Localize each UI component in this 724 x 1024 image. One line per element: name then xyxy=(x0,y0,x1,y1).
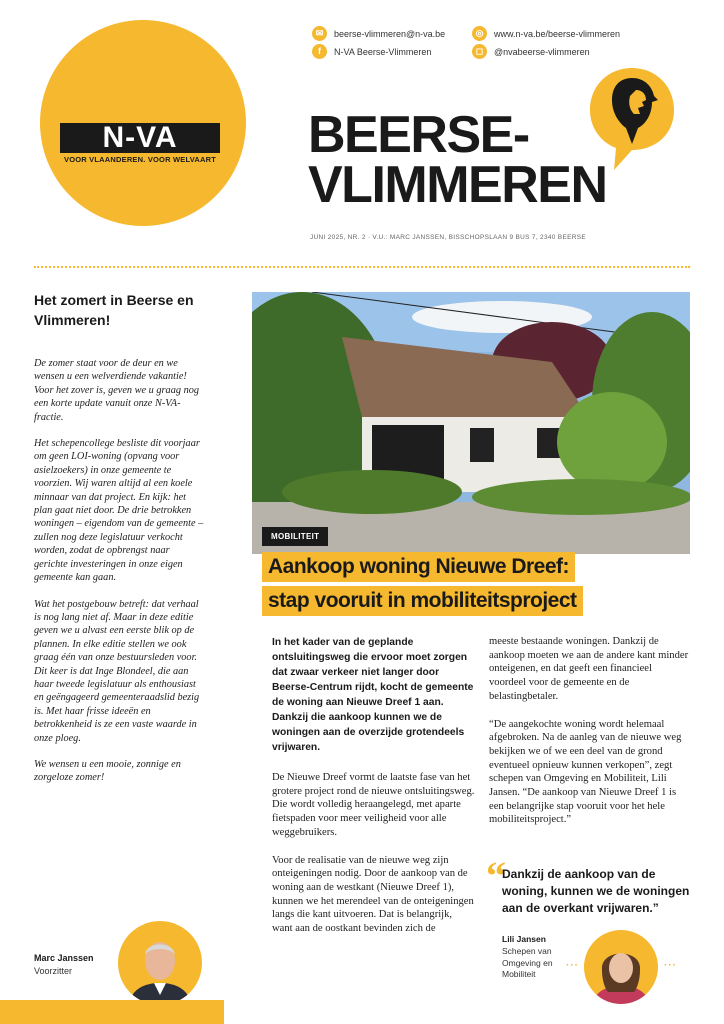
facebook-icon: f xyxy=(312,44,327,59)
intro-heading: Het zomert in Beerse en Vlimmeren! xyxy=(34,292,194,328)
contact-email[interactable] xyxy=(312,26,445,41)
article-photo-house xyxy=(252,292,690,554)
contact-instagram-text: @nvabeerse-vlimmeren xyxy=(494,46,590,57)
author-photo xyxy=(118,921,202,1005)
intro-body xyxy=(34,357,204,798)
logo-tagline: VOOR VLAANDEREN. VOOR WELVAART xyxy=(64,155,216,164)
intro-paragraph: Wat het postgebouw betreft: dat verhaal is nog lang niet af. Maar in deze editie geven we u alvast een eerste blik op de plannen. In elke editie stellen we ook graag één van onze bestuursleden voor. Dit keer is dat Inge Blondeel, die aan haar tweede legislatuur als enthousiast en geëngageerd gemeenteraadslid bezig is. Met haar frisse ideeën en betrokkenheid is ze een vaste waarde in onze ploeg. xyxy=(34,598,200,744)
article-lead: In het kader van de geplande ontsluitingsweg die ervoor moet zorgen dat zwaar verkeer niet langer door Beerse-Centrum rijdt, kocht de gemeente de woning aan Nieuwe Dreef 1 aan. Dankzij die aankoop kunnen we de woningen aan de overzijde grotendeels vrijwaren. xyxy=(272,637,474,753)
intro-paragraph: De zomer staat voor de deur en we wensen u een welverdiende vakantie! Voor het zover is, geven we u graag nog een korte update vanuit onze N-VA-fractie. xyxy=(34,358,200,423)
article-column-1 xyxy=(272,635,475,950)
title-line-2: VLIMMEREN xyxy=(308,156,607,214)
instagram-icon: ◻ xyxy=(472,44,487,59)
quote-mark-icon: “ xyxy=(486,853,506,898)
contact-website[interactable] xyxy=(472,26,620,41)
contact-website-text: www.n-va.be/beerse-vlimmeren xyxy=(494,28,621,39)
category-tag[interactable]: MOBILITEIT xyxy=(262,527,328,546)
article-column-2 xyxy=(489,635,689,841)
page-title xyxy=(308,106,607,214)
article-paragraph: meeste bestaande woningen. Dankzij de aankoop moeten we aan de andere kant minder onteigenen, en dat geeft een financieel voordeel voor de gemeente en de belastingbetaler. xyxy=(489,636,689,702)
headline-line-2: stap vooruit in mobiliteitsproject xyxy=(262,586,583,616)
decorative-dots: ··· xyxy=(664,960,677,971)
edition-info: JUNI 2025, NR. 2 · V.U.: MARC JANSSEN, BISSCHOPSLAAN 9 BUS 7, 2340 BEERSE xyxy=(310,234,586,241)
contact-facebook-text: N-VA Beerse-Vlimmeren xyxy=(334,46,432,57)
decorative-dots: ··· xyxy=(566,960,579,971)
contact-email-text: beerse-vlimmeren@n-va.be xyxy=(334,28,446,39)
article-paragraph: Voor de realisatie van de nieuwe weg zijn onteigeningen nodig. Door de aankoop van de woning aan de westkant (Nieuwe Dreef 1), kunnen we het merendeel van de onteigeningen langs die kant uitvoeren. Dat is belangrijk, want aan de oostkant bevinden zich de xyxy=(272,854,474,935)
article-headline xyxy=(262,552,583,616)
lion-speech-bubble-icon xyxy=(586,64,678,174)
intro-paragraph: Het schepencollege besliste dit voorjaar om geen LOI-woning (opvang voor asielzoekers) in onze gemeente te voorzien. Wij waren altijd al een koele minnaar van dat project. En kijk: het plan gaat niet door. De drie betrokken woningen – eigendom van de gemeente – zullen nog deze legislatuur verkocht worden, zodat de opbrengst naar gerichte investeringen in onze eigen gemeente kan gaan. xyxy=(34,438,204,584)
footer-accent-bar xyxy=(0,1000,224,1024)
contact-instagram[interactable] xyxy=(472,44,590,59)
pull-quote: Dankzij de aankoop van de woning, kunnen we de woningen aan de overkant vrijwaren.” xyxy=(502,867,690,915)
article-paragraph: “De aangekochte woning wordt helemaal afgebroken. Na de aanleg van de nieuwe weg bekijken we of we een deel van de grond eventueel opnieuw kunnen verkopen”, zegt schepen van Omgeving en Mobiliteit, Lili Jansen. “De aankoop van Nieuwe Dreef 1 is een belangrijke stap vooruit voor het hele mobiliteitsproject.” xyxy=(489,718,682,826)
quote-author-role: Schepen van Omgeving en Mobiliteit xyxy=(502,946,553,979)
contact-facebook[interactable] xyxy=(312,44,431,59)
quote-author-name: Lili Jansen xyxy=(502,934,546,944)
article-paragraph: De Nieuwe Dreef vormt de laatste fase van het grotere project rond de nieuwe ontsluitingsweg. Die wordt volledig heraangelegd, met aparte fietspaden voor meer veiligheid voor alle weggebruikers. xyxy=(272,772,475,838)
nva-logo[interactable]: N-VA xyxy=(60,123,220,153)
author-name: Marc Janssen xyxy=(34,953,94,963)
headline-line-1: Aankoop woning Nieuwe Dreef: xyxy=(262,552,575,582)
divider xyxy=(34,266,690,268)
intro-paragraph: We wensen u een mooie, zonnige en zorgeloze zomer! xyxy=(34,758,181,784)
author-role: Voorzitter xyxy=(34,966,73,976)
mail-icon: ✉ xyxy=(312,26,327,41)
title-line-1: BEERSE- xyxy=(308,106,529,164)
quote-author-photo xyxy=(584,930,658,1004)
web-icon: ◎ xyxy=(472,26,487,41)
